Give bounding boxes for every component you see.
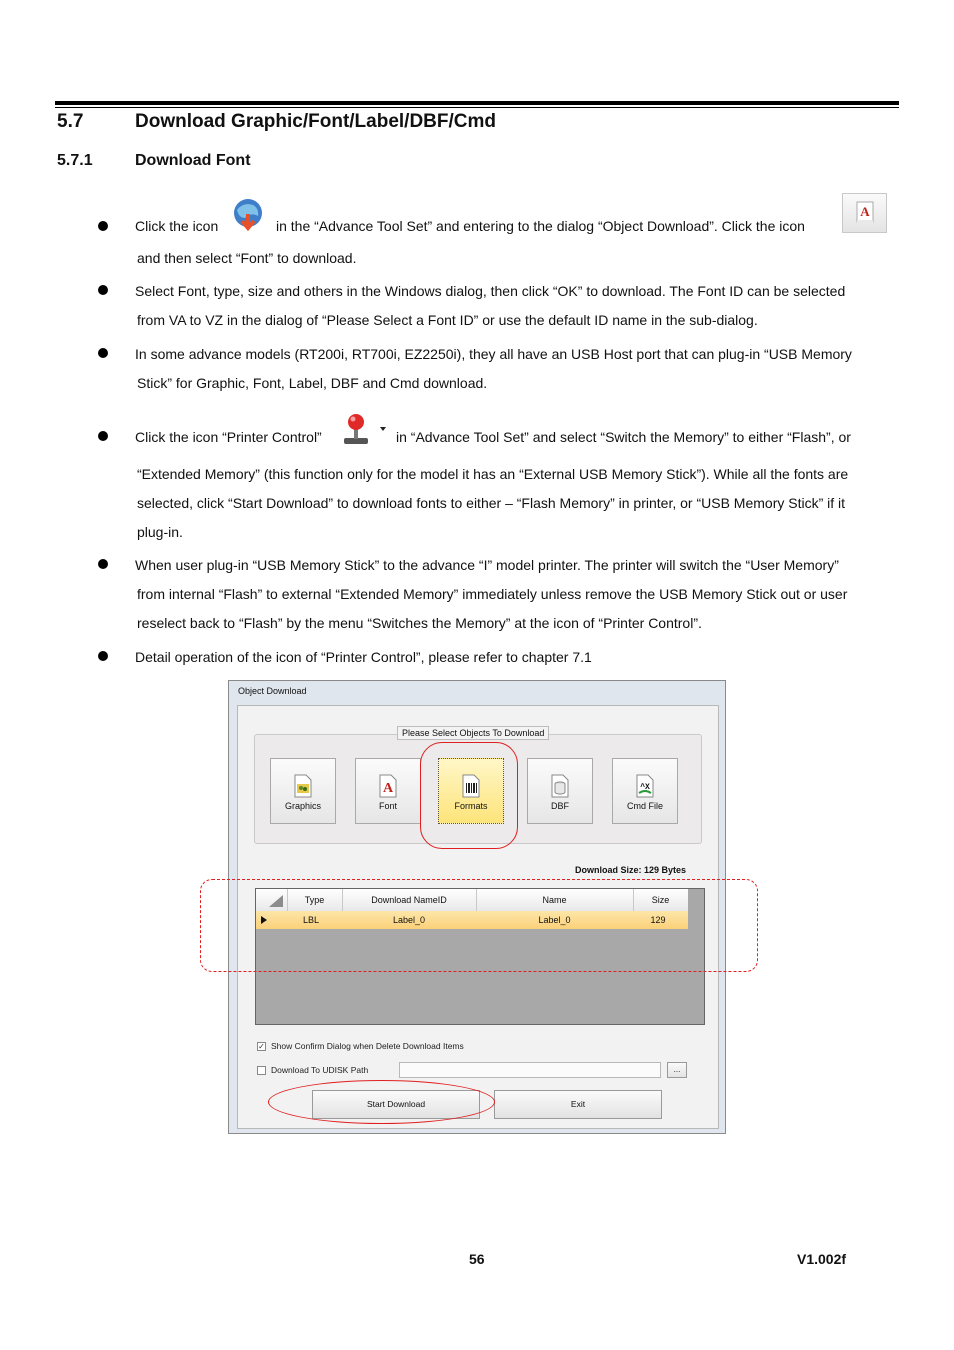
header-rule-thin [55, 107, 899, 108]
cmd-file-label: Cmd File [626, 801, 663, 811]
database-icon [550, 774, 570, 798]
row-download-name-id: Label_0 [392, 915, 426, 925]
subsection-heading [57, 152, 251, 170]
bullet-dot [98, 285, 108, 295]
dbf-button[interactable] [527, 758, 593, 824]
graphics-button[interactable] [270, 758, 336, 824]
svg-text:^X: ^X [640, 783, 650, 792]
svg-text:A: A [382, 781, 394, 796]
bullet-dot [98, 348, 108, 358]
bullet-2-text-a: Select Font, type, size and others in the Windows dialog, then click “OK” to download. The Font ID can be selected [135, 283, 846, 299]
show-confirm-checkbox[interactable]: ✓ [258, 1042, 265, 1051]
printer-control-icon [341, 412, 389, 446]
bullet-4-text-b: in “Advance Tool Set” and select “Switch the Memory” to either “Flash”, or [396, 429, 851, 445]
bullet-4-text-e: plug-in. [137, 524, 183, 540]
cmd-file-button[interactable] [612, 758, 678, 824]
font-object-icon [842, 193, 887, 233]
annotation-start-download-highlight [268, 1080, 495, 1124]
bullet-2-text-b: from VA to VZ in the dialog of “Please Select a Font ID” or use the default ID name in the sub-dialog. [137, 312, 758, 328]
column-header-name[interactable]: Name [542, 895, 567, 905]
subsection-title: Download Font [135, 152, 251, 169]
bullet-4-text-a: Click the icon “Printer Control” [135, 429, 322, 445]
bullet-5-text-c: reselect back to “Flash” by the menu “Switches the Memory” at the icon of “Printer Control”. [137, 615, 702, 631]
bullet-1-text-b: in the “Advance Tool Set” and entering to the dialog “Object Download”. Click the icon [276, 218, 805, 234]
column-header-type[interactable]: Type [304, 895, 325, 905]
bullet-dot [98, 221, 108, 231]
bullet-4-text-d: selected, click “Start Download” to download fonts to either – “Flash Memory” in printer, or “USB Memory Stick” if it [137, 495, 846, 511]
row-type: LBL [303, 915, 320, 925]
bullet-dot [98, 431, 108, 441]
start-download-button[interactable]: Start Download [312, 1090, 480, 1119]
show-confirm-label: Show Confirm Dialog when Delete Download Items [271, 1041, 464, 1051]
page-number: 56 [469, 1251, 485, 1267]
bullet-6-text-a: Detail operation of the icon of “Printer Control”, please refer to chapter 7.1 [135, 649, 592, 665]
bullet-1-text-c: and then select “Font” to download. [137, 250, 357, 266]
column-header-size[interactable]: Size [651, 895, 670, 905]
font-icon [378, 774, 398, 798]
udisk-path-input[interactable] [399, 1062, 661, 1078]
dialog-title: Object Download [238, 686, 307, 696]
header-rule-thick [55, 101, 899, 105]
formats-label: Formats [454, 801, 488, 811]
bullet-5-text-a: When user plug-in “USB Memory Stick” to the advance “I” model printer. The printer will switch the “User Memory” [135, 557, 839, 573]
row-name: Label_0 [538, 915, 571, 925]
object-select-group-label: Please Select Objects To Download [397, 726, 549, 740]
download-udisk-label: Download To UDISK Path [271, 1065, 369, 1075]
dbf-label: DBF [551, 801, 569, 811]
graphics-label: Graphics [284, 801, 321, 811]
advance-tool-set-icon [229, 196, 269, 234]
row-size: 129 [650, 915, 666, 925]
annotation-grid-highlight [200, 879, 758, 972]
exit-button[interactable]: Exit [494, 1090, 662, 1119]
column-header-download-name-id[interactable]: Download NameID [371, 895, 447, 905]
bullet-5-text-b: from internal “Flash” to external “Extended Memory” immediately unless remove the USB Memory Stick out or user [137, 586, 848, 602]
subsection-number: 5.7.1 [57, 152, 93, 169]
svg-text:A: A [860, 204, 870, 219]
bullet-3-text-b: Stick” for Graphic, Font, Label, DBF and Cmd download. [137, 375, 488, 391]
download-size: Download Size: 129 Bytes [575, 865, 687, 875]
browse-button[interactable]: ... [667, 1062, 687, 1078]
download-udisk-checkbox[interactable] [257, 1066, 266, 1075]
section-number: 5.7 [57, 111, 84, 132]
bullet-1-text-a: Click the icon [135, 218, 219, 234]
command-file-icon [635, 774, 655, 798]
font-label: Font [378, 801, 397, 811]
bullet-dot [98, 651, 108, 661]
bullet-dot [98, 559, 108, 569]
section-heading [57, 111, 496, 133]
graphics-icon [293, 774, 313, 798]
annotation-formats-highlight [420, 742, 518, 849]
bullet-3-text-a: In some advance models (RT200i, RT700i, EZ2250i), they all have an USB Host port that can plug-in “USB Memory [135, 346, 852, 362]
document-version: V1.002f [797, 1251, 847, 1267]
section-title: Download Graphic/Font/Label/DBF/Cmd [135, 111, 496, 132]
bullet-4-text-c: “Extended Memory” (this function only for the model it has an “External USB Memory Stick”). While all the fonts are [137, 466, 849, 482]
font-button[interactable] [355, 758, 421, 824]
